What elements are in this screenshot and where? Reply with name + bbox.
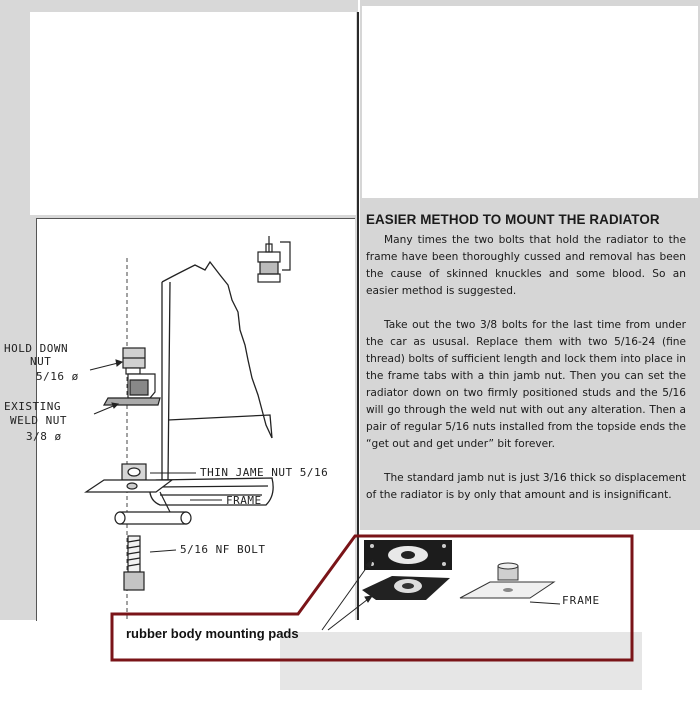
article-paragraph: The standard jamb nut is just 3/16 thick so displacement of the radiator is by only that amount and is insignificant.	[366, 472, 686, 501]
label-hold-down-nut: 5/16 ø	[36, 370, 79, 383]
rubber-pads-label: rubber body mounting pads	[126, 626, 299, 641]
frame-plate-photo	[460, 563, 554, 598]
label-existing-weld-nut: 3/8 ø	[26, 430, 62, 443]
label-hold-down-nut: NUT	[30, 355, 52, 368]
rubber-pad-photo-top	[364, 540, 452, 570]
article-title: EASIER METHOD TO MOUNT THE RADIATOR	[366, 212, 660, 227]
label-bolt: 5/16 NF BOLT	[180, 543, 266, 556]
label-existing-weld-nut: EXISTING	[4, 400, 61, 413]
photo-frame-label: FRAME	[562, 594, 601, 607]
label-hold-down-nut: HOLD DOWN	[4, 342, 69, 355]
rubber-pad-photo-bottom	[362, 576, 450, 600]
article-paragraph: Many times the two bolts that hold the radiator to the frame have been thoroughly cussed and removal has been the cause of skinned knuckles and some blood. So an easier method is suggested.	[366, 234, 686, 297]
label-existing-weld-nut: WELD NUT	[10, 414, 67, 427]
article-paragraph: Take out the two 3/8 bolts for the last time from under the car as ususal. Replace them with two 5/16-24 (fine thread) bolts of sufficient length and lock them into place in the frame tabs with a thin jamb nut. Then you can set the radiator down on two firmly positioned studs and the 5/16 will go through the weld nut with out any alteration. Then a pair of regular 5/16 nuts installed from the topside ends the “get out and get under” bit forever.	[366, 319, 686, 450]
label-thin-jam-nut: THIN JAME NUT 5/16	[200, 466, 329, 479]
label-frame: FRAME	[226, 494, 262, 507]
